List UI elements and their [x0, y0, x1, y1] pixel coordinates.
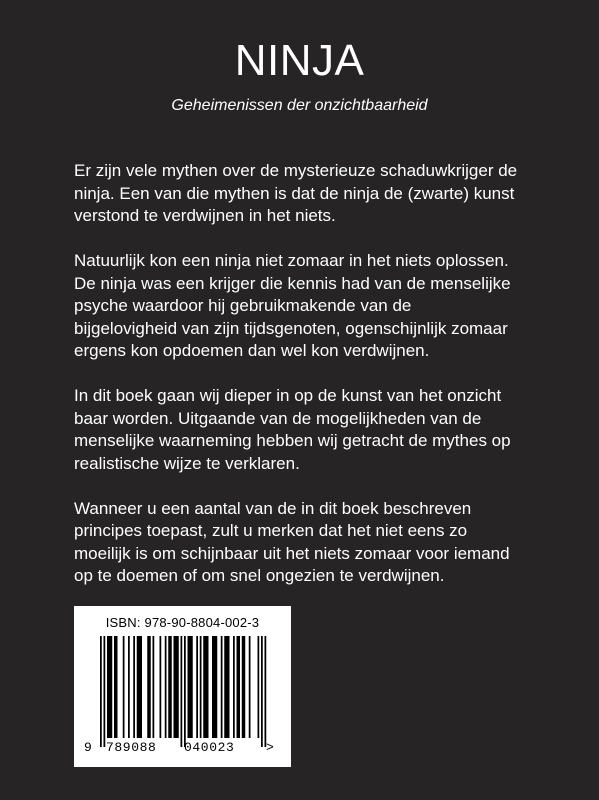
blurb-paragraph [74, 498, 564, 588]
barcode-bar [147, 636, 151, 738]
barcode-bar [114, 636, 118, 738]
barcode-bar [212, 636, 217, 738]
barcode-bar [137, 636, 142, 738]
barcode-guard-bar [100, 636, 102, 747]
blurb-line: op te doemen of om snel ongezien te verdwijnen. [74, 566, 445, 585]
isbn-label: ISBN: 978-90-8804-002-3 [105, 615, 260, 630]
barcode-bar [196, 636, 198, 738]
blurb-line: baar worden. Uitgaande van de mogelijkheden van de [74, 408, 482, 428]
barcode-bar [200, 636, 202, 738]
barcode-bar [174, 636, 179, 738]
barcode-guard-bar [181, 636, 183, 747]
barcode-guard-bar [265, 636, 267, 747]
blurb-line: ninja. Een van die mythen is dat de ninja de (zwarte) kunst [74, 183, 515, 203]
blurb-line: verstond te verdwijnen in het niets. [74, 206, 336, 225]
barcode-bar [258, 636, 260, 738]
blurb-line: Er zijn vele mythen over de mysterieuze schaduwkrijger de [74, 161, 518, 180]
barcode-bar [165, 636, 167, 738]
blurb-line: De ninja was een krijger die kennis had van de menselijke [74, 273, 511, 293]
barcode-bar [133, 636, 135, 738]
barcode-bar [203, 636, 208, 738]
barcode-right-digits: 040023 [184, 740, 235, 755]
barcode-bar [242, 636, 246, 738]
barcode-bar [224, 636, 229, 738]
barcode-bar [160, 636, 162, 738]
blurb-line: moeilijk is om schijnbaar uit het niets zomaar voor iemand [74, 543, 510, 563]
barcode-bar [237, 636, 241, 738]
isbn-barcode [74, 606, 291, 767]
blurb-line: bijgelovigheid van zijn tijdsgenoten, ogenschijnlijk zomaar [74, 318, 508, 338]
barcode-bar [249, 636, 251, 738]
blurb-line: In dit boek gaan wij dieper in op de kunst van het onzicht [74, 386, 502, 405]
barcode-lead-digit: 9 [84, 740, 92, 755]
blurb-line: psyche waardoor hij gebruikmakende van de [74, 296, 412, 315]
blurb [74, 160, 564, 610]
barcode-left-digits: 789088 [106, 740, 157, 755]
blurb-line: ergens kon opdoemen dan wel kon verdwijnen. [74, 341, 430, 360]
blurb-paragraph [74, 250, 564, 363]
book-title: NINJA [234, 36, 365, 85]
barcode-guard-bar [184, 636, 186, 747]
blurb-paragraph [74, 385, 564, 475]
book-subtitle: Geheimenissen der onzichtbaarheid [171, 97, 428, 114]
barcode-bar [233, 636, 235, 738]
barcode-bar [188, 636, 193, 738]
barcode-bar [168, 636, 172, 738]
blurb-line: principes toepast, zult u merken dat het niet eens zo [74, 521, 468, 540]
blurb-paragraph [74, 160, 564, 228]
barcode-bar [221, 636, 223, 738]
barcode-bar [107, 636, 112, 738]
blurb-line: menselijke waarneming hebben wij getracht de mythes op [74, 431, 511, 450]
barcode-guard-bar [104, 636, 106, 747]
barcode-bar [153, 636, 155, 738]
barcode-guard-bar [261, 636, 263, 747]
blurb-line: Natuurlijk kon een ninja niet zomaar in het niets oplossen. [74, 251, 509, 270]
barcode-end-marker: > [266, 740, 274, 755]
barcode-bar [128, 636, 130, 738]
blurb-line: Wanneer u een aantal van de in dit boek beschreven [74, 498, 472, 518]
barcode-bar [123, 636, 125, 738]
blurb-line: realistische wijze te verklaren. [74, 453, 300, 473]
